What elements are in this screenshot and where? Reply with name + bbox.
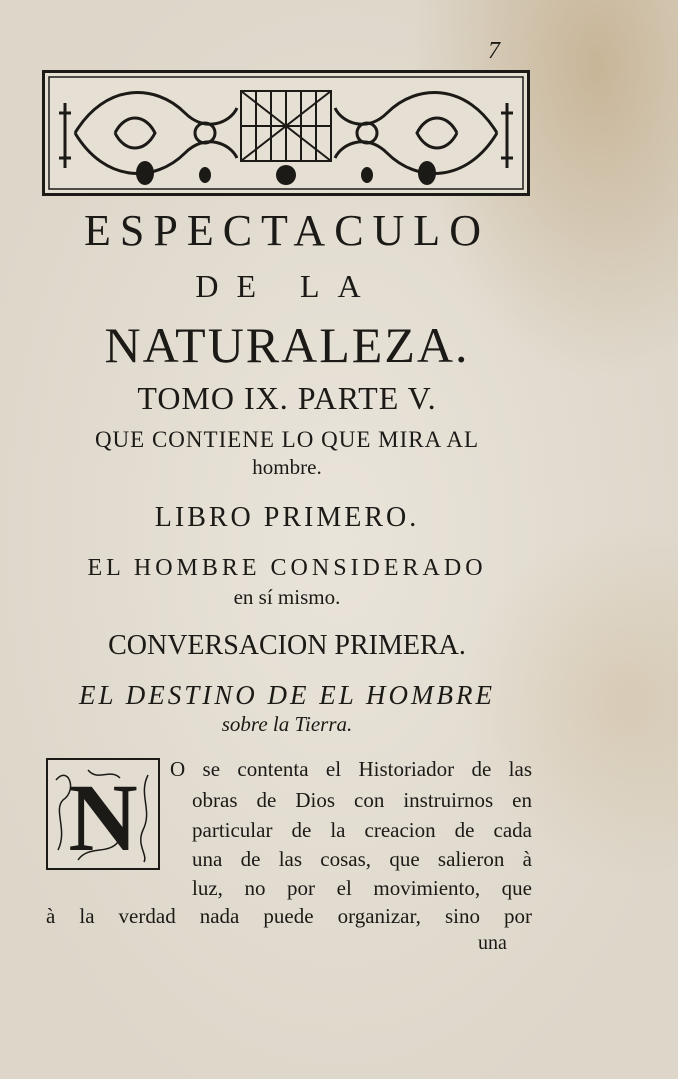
chapter-heading: EL DESTINO DE EL HOMBRE	[78, 680, 495, 710]
title-espectaculo: ESPECTACULO	[84, 206, 490, 255]
volume-heading: TOMO IX. PARTE V.	[137, 380, 437, 416]
contents-heading: QUE CONTIENE LO QUE MIRA AL	[94, 427, 480, 452]
body-line: luz, no por el movimiento, que	[192, 876, 532, 900]
body-line: obras de Dios con instruirnos en	[192, 788, 532, 812]
drop-cap-initial	[46, 758, 160, 870]
book-heading: LIBRO PRIMERO.	[154, 502, 420, 533]
book-subheading-cont: en sí mismo.	[233, 585, 341, 609]
body-line: particular de la creacion de cada	[192, 818, 532, 842]
chapter-heading-cont: sobre la Tierra.	[221, 712, 353, 736]
book-subheading: EL HOMBRE CONSIDERADO	[87, 555, 487, 581]
contents-heading-cont: hombre.	[252, 455, 322, 479]
drop-cap-letter: N	[68, 764, 138, 868]
body-line: O se contenta el Historiador de las	[170, 757, 532, 781]
body-line: à la verdad nada puede organizar, sino por	[46, 904, 532, 928]
page-number: 7	[488, 38, 500, 64]
catchword: una	[478, 932, 507, 954]
title-naturaleza: NATURALEZA.	[104, 317, 470, 373]
body-line: una de las cosas, que salieron à	[192, 847, 532, 871]
conversation-heading: CONVERSACION PRIMERA.	[108, 630, 466, 661]
title-de-la: DE LA	[195, 268, 379, 304]
headpiece-ornament-icon	[42, 70, 530, 196]
